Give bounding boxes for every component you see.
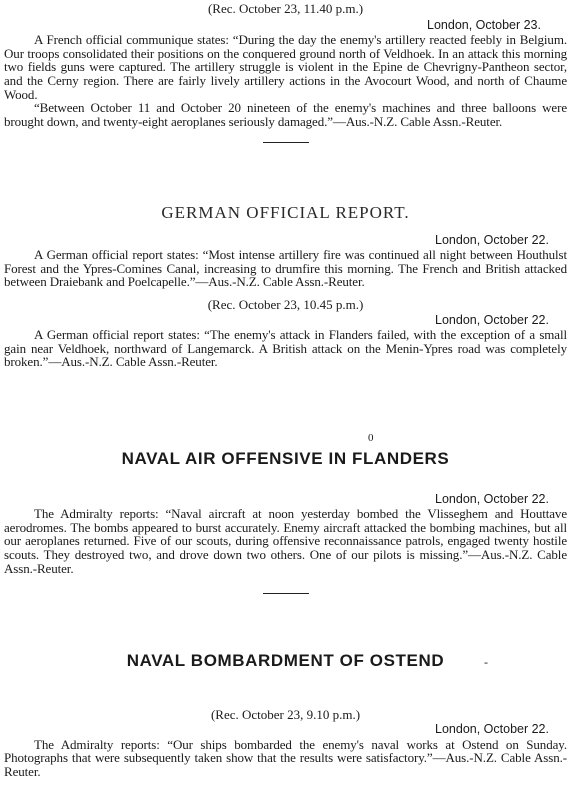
article-paragraph: A French official communique states: “During the day the enemy's artillery reacted feebly in Belgium. Our troops consolidated their positions on the conquered ground north of Veldhoek. In an attack this morning two fields guns were captured. The artillery struggle is violent in the Epine de Chevrigny-Pantheon sector, and the Cerny region. There are fairly lively artillery actions in the Avocourt Wood, and north of Chaume Wood. (4, 32, 567, 102)
stray-mark: - (484, 655, 488, 669)
article-paragraph: The Admiralty reports: “Our ships bombarded the enemy's naval works at Ostend on Sunday. Photographs that were subsequently taken show that the results were satisfactory.”—Aus.-N.Z. Cable Assn.-Reuter. (4, 736, 567, 779)
article-paragraph: “Between October 11 and October 20 nineteen of the enemy's machines and three balloons were brought down, and twenty-eight aeroplanes seriously damaged.”—Aus.-N.Z. Cable Assn.-Reuter. (4, 100, 567, 129)
dateline: London, October 22. (435, 312, 549, 327)
section-heading: GERMAN OFFICIAL REPORT. (161, 203, 410, 222)
received-time: (Rec. October 23, 9.10 p.m.) (210, 706, 361, 722)
article-paragraph: A German official report states: “Most intense artillery fire was continued all night between Houthulst Forest and the Ypres-Comines Canal, increasing to drumfire this morning. The French and British attacked between Draiebank and Poelcapelle.”—Aus.-N.Z. Cable Assn.-Reuter. (4, 247, 567, 290)
dateline: London, October 22. (435, 491, 549, 506)
received-time: (Rec. October 23, 11.40 p.m.) (207, 1, 364, 16)
dateline: London, October 23. (427, 17, 541, 32)
french-section (0, 2, 571, 143)
dateline: London, October 22. (435, 232, 549, 247)
section-heading: NAVAL AIR OFFENSIVE IN FLANDERS (121, 449, 450, 468)
stray-mark: 0 (368, 432, 374, 444)
section-divider (263, 593, 309, 594)
received-time: (Rec. October 23, 10.45 p.m.) (207, 296, 364, 312)
article-paragraph: The Admiralty reports: “Naval aircraft at noon yesterday bombed the Vlisseghem and Houttave aerodromes. The bombs appeared to burst accurately. Enemy aircraft attacked the bombing machines, but all our aeroplanes returned. Five of our scouts, during offensive reconnaissance patrols, engaged twenty hostile scouts. They destroyed two, and drove down two others. One of our pilots is missing.”—Aus.-N.Z. Cable Assn.-Reuter. (4, 506, 567, 576)
section-heading: NAVAL BOMBARDMENT OF OSTEND (126, 651, 445, 670)
section-divider (263, 142, 309, 143)
naval-bombardment-section (0, 651, 571, 779)
german-section (0, 203, 571, 370)
article-paragraph: A German official report states: “The enemy's attack in Flanders failed, with the exception of a small gain near Veldhoek, northward of Langemarck. A British attack on the Menin-Ypres road was completely broken.”—Aus.-N.Z. Cable Assn.-Reuter. (4, 327, 567, 370)
dateline: London, October 22. (435, 722, 549, 737)
naval-air-section (0, 449, 571, 594)
